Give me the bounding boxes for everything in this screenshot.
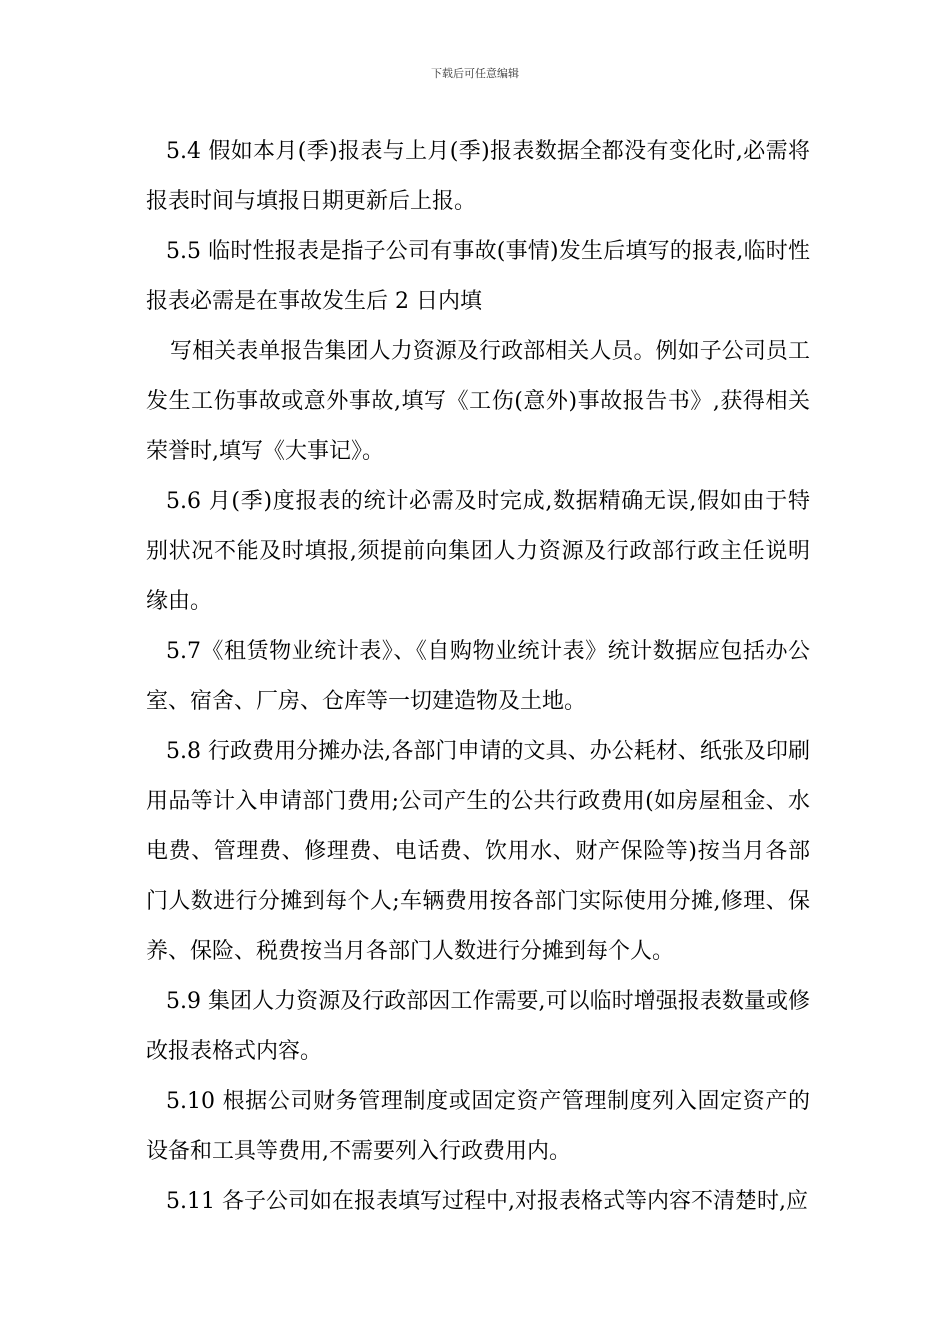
paragraph-5-11: 5.11 各子公司如在报表填写过程中,对报表格式等内容不清楚时,应 (166, 1189, 808, 1214)
paragraph-5-4: 5.4 假如本月(季)报表与上月(季)报表数据全都没有变化时,必需将报表时间与填报日期更新后上报。 (146, 139, 810, 214)
paragraph-5-5: 5.5 临时性报表是指子公司有事故(事情)发生后填写的报表,临时性报表必需是在事故发生后 2 日内填 (146, 239, 810, 314)
page-header: 下载后可任意编辑 (431, 67, 519, 80)
paragraph-5-9: 5.9 集团人力资源及行政部因工作需要,可以临时增强报表数量或修改报表格式内容。 (146, 989, 810, 1064)
paragraph-5-6: 5.6 月(季)度报表的统计必需及时完成,数据精确无误,假如由于特别状况不能及时填报,须提前向集团人力资源及行政部行政主任说明缘由。 (146, 489, 810, 614)
paragraph-5-10: 5.10 根据公司财务管理制度或固定资产管理制度列入固定资产的设备和工具等费用,不需要列入行政费用内。 (146, 1089, 810, 1164)
paragraph-5-7: 5.7《租赁物业统计表》、《自购物业统计表》统计数据应包括办公室、宿舍、厂房、仓库等一切建造物及土地。 (146, 639, 810, 714)
paragraph-5-8: 5.8 行政费用分摊办法,各部门申请的文具、办公耗材、纸张及印刷用品等计入申请部门费用;公司产生的公共行政费用(如房屋租金、水电费、管理费、修理费、电话费、饮用水、财产保险等)按当月各部门人数进行分摊到每个人;车辆费用按各部门实际使用分摊,修理、保养、保险、税费按当月各部门人数进行分摊到每个人。 (146, 739, 810, 964)
document-body (146, 127, 810, 1227)
paragraph-5-5-continued: 写相关表单报告集团人力资源及行政部相关人员。例如子公司员工发生工伤事故或意外事故,填写《工伤(意外)事故报告书》,获得相关荣誉时,填写《大事记》。 (146, 339, 810, 464)
